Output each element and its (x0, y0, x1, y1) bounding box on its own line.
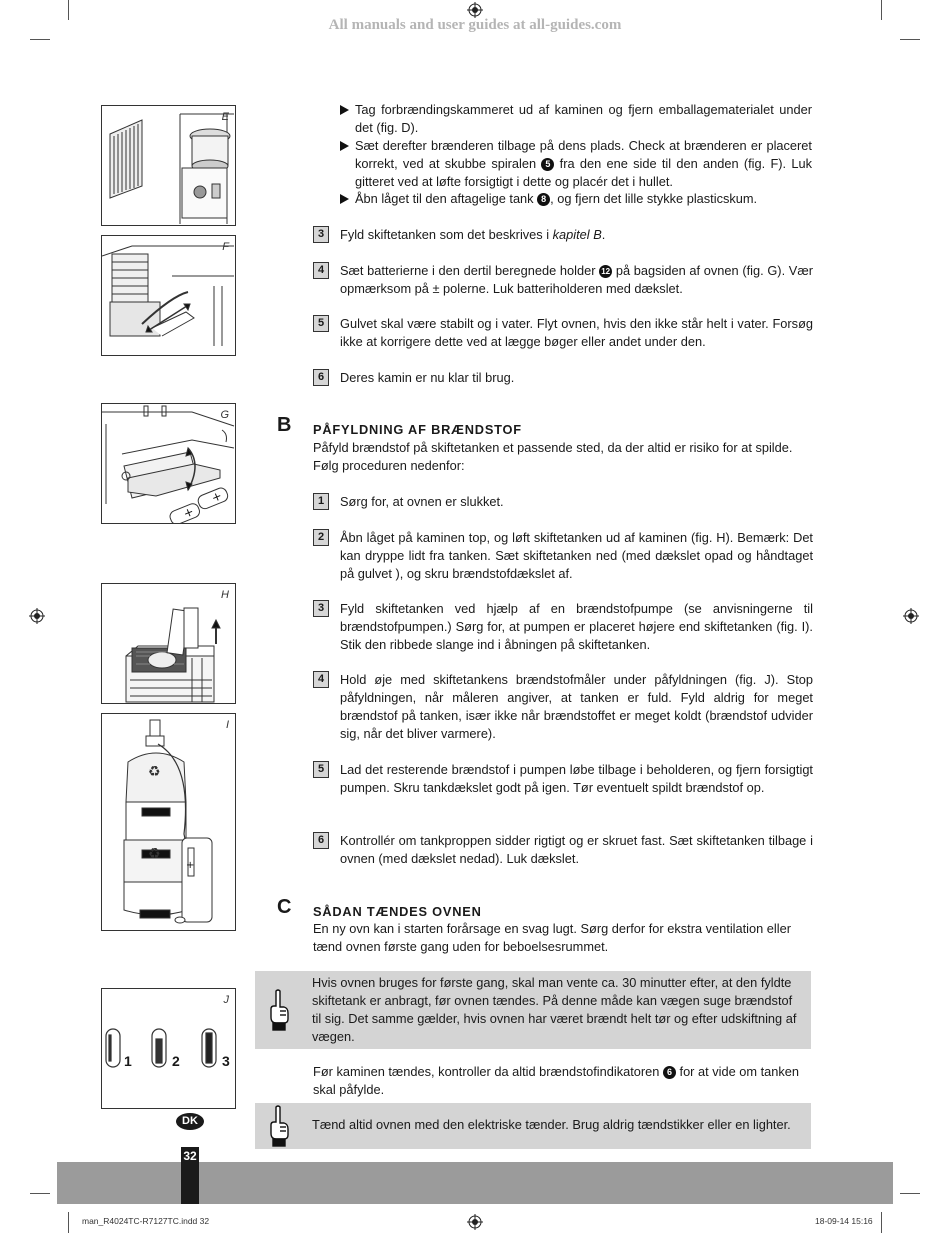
step-number: 3 (313, 226, 329, 243)
part-ref: 8 (537, 193, 550, 206)
svg-text:♻: ♻ (148, 764, 161, 780)
svg-text:+: + (186, 860, 195, 871)
fig-i-pump-icon (102, 714, 235, 930)
step-number: 4 (313, 262, 329, 279)
step-text: Åbn låget på kaminen top, og løft skiftetanken ud af kaminen (fig. H). Bemærk: Det kan dryppe lidt fra tanken. Sæt skiftetanken ned (med dækslet opad og håndtaget på gulvet ), og skru brændstofdækslet af. (340, 530, 813, 581)
language-badge: DK (176, 1113, 204, 1130)
step-text: på bagsiden af ovnen (fig. G). Vær opmærksom på ± polerne. Luk batteriholderen med dækslet. (340, 263, 813, 296)
registration-mark-icon (467, 2, 483, 18)
figure-g (101, 403, 236, 524)
figure-label: H (221, 589, 229, 601)
figure-label: F (222, 241, 229, 253)
step-number: 6 (313, 369, 329, 386)
bullet-text: , og fjern det lille stykke plasticskum. (550, 191, 758, 206)
watermark: All manuals and user guides at all-guides.com (328, 17, 622, 33)
step-number: 5 (313, 761, 329, 778)
step-text: Deres kamin er nu klar til brug. (340, 370, 515, 385)
bullet-text: fra den ene side til den anden (fig. F). Luk gitteret ved at løfte forsigtigt i dette og placér det i hullet. (355, 156, 812, 189)
section-letter: C (277, 896, 292, 918)
figure-e (101, 105, 236, 226)
timestamp-slug: 18-09-14 15:16 (815, 1216, 873, 1226)
step-item (313, 493, 813, 511)
part-ref: 12 (599, 265, 612, 278)
bullet-item (340, 137, 812, 191)
figure-label: J (223, 994, 229, 1006)
gauge-number: 2 (172, 1053, 180, 1069)
figure-j (101, 988, 236, 1109)
file-slug: man_R4024TC-R7127TC.indd 32 (82, 1216, 210, 1226)
registration-mark-icon (903, 608, 919, 624)
step-text: Fyld skiftetanken ved hjælp af en brændstofpumpe (se anvisningerne til brændstofpumpen.) Sørg for, at pumpen er placeret højere end skiftetanken (fig. I). Stik den ribbede slange ind i åbningen på skiftetanken. (340, 601, 813, 652)
pointing-hand-icon (268, 1105, 290, 1147)
gauge-number: 1 (124, 1053, 132, 1069)
fig-h-tank-icon (102, 584, 235, 703)
step-text: Hold øje med skiftetankens brændstofmåler under påfyldningen (fig. J). Stop påfyldningen, når måleren angiver, at tanken er fuld. Fyld aldrig for meget brændstof på tanken, især ikke når brændstoffet er meget koldt (brændstof udvider sig, når det bliver varmere). (340, 672, 813, 741)
triangle-bullet-icon (340, 141, 349, 151)
triangle-bullet-icon (340, 105, 349, 115)
note-box (255, 1103, 811, 1149)
step-text: Kontrollér om tankproppen sidder rigtigt og er skruet fast. Sæt skiftetanken tilbage i ovnen (med dækslet nedad). Luk dækslet. (340, 833, 813, 866)
figure-label: I (225, 719, 229, 731)
figure-label: G (220, 409, 229, 421)
svg-text:+: + (181, 504, 196, 521)
figure-label: E (221, 111, 229, 123)
step-item (313, 369, 813, 387)
step-text: Sørg for, at ovnen er slukket. (340, 494, 504, 509)
note-box (255, 971, 811, 1049)
section-title: PÅFYLDNING AF BRÆNDSTOF (313, 422, 522, 437)
svg-text:♻: ♻ (148, 846, 161, 862)
step-item (313, 262, 813, 298)
figure-i (101, 713, 236, 931)
registration-mark-icon (29, 608, 45, 624)
section-intro: Påfyld brændstof på skiftetanken et passende sted, da der altid er risiko for at spilde. Følg proceduren nedenfor: (313, 440, 793, 473)
step-number: 3 (313, 600, 329, 617)
note-text: Hvis ovnen bruges for første gang, skal man vente ca. 30 minutter efter, at den fyldte skiftetank er anbragt, før ovnen tændes. På denne måde kan vægen suge brændstof til sig. Det samme gælder, hvis ovnen har været brændt helt tør og efter udskiftning af vægen. (312, 975, 797, 1044)
step-item (313, 761, 813, 797)
step-item (313, 832, 813, 868)
fig-j-gauge-icon (102, 989, 235, 1108)
section-letter: B (277, 414, 292, 436)
bullet-text: Sæt derefter brænderen tilbage på dens plads. Check at brænderen er placeret korrekt, ved at skubbe spiralen (355, 138, 812, 171)
bullet-text: Åbn låget til den aftagelige tank (355, 191, 538, 206)
step-number: 5 (313, 315, 329, 332)
section-intro: En ny ovn kan i starten forårsage en svag lugt. Sørg derfor for ekstra ventilation eller tænd ovnen første gang uden for beboelsesrummet. (313, 921, 791, 954)
step-item (313, 529, 813, 583)
fig-e-burner-icon (102, 106, 235, 225)
bullet-item (340, 101, 812, 137)
step-text: Fyld skiftetanken som det beskrives i (340, 227, 553, 242)
figure-f (101, 235, 236, 356)
bullet-item (340, 190, 812, 208)
pointing-hand-icon (268, 989, 290, 1031)
fig-g-battery-icon (102, 404, 235, 523)
fig-f-coil-icon (102, 236, 235, 355)
step-number: 6 (313, 832, 329, 849)
step-text: Lad det resterende brændstof i pumpen løbe tilbage i beholderen, og fjern forsigtigt pumpen. Skru tankdækslet godt på igen. Tør eventuelt spildt brændstof op. (340, 762, 813, 795)
svg-text:+: + (209, 488, 224, 506)
bullet-text: Tag forbrændingskammeret ud af kaminen og fjern emballagematerialet under det (fig. D). (355, 102, 812, 135)
part-ref: 5 (541, 158, 554, 171)
registration-mark-icon (467, 1214, 483, 1230)
paragraph-text: Før kaminen tændes, kontroller da altid brændstofindikatoren (313, 1064, 663, 1079)
note-text: Tænd altid ovnen med den elektriske tænder. Brug aldrig tændstikker eller en lighter. (312, 1117, 791, 1132)
paragraph-text: for at vide om tanken skal påfylde. (313, 1064, 800, 1097)
step-item (313, 600, 813, 654)
triangle-bullet-icon (340, 194, 349, 204)
step-number: 4 (313, 671, 329, 688)
step-text: Sæt batterierne i den dertil beregnede holder (340, 263, 600, 278)
step-number: 2 (313, 529, 329, 546)
step-text: . (601, 227, 606, 242)
step-text-emphasis: kapitel B (552, 227, 602, 242)
figure-h (101, 583, 236, 704)
section-title: SÅDAN TÆNDES OVNEN (313, 904, 482, 919)
page-number: 32 (183, 1149, 197, 1163)
part-ref: 6 (663, 1066, 676, 1079)
step-number: 1 (313, 493, 329, 510)
step-text: Gulvet skal være stabilt og i vater. Flyt ovnen, hvis den ikke står helt i vater. Forsøg ikke at korrigere dette ved at lægge bøger eller andet under den. (340, 316, 813, 349)
step-item (313, 315, 813, 351)
step-item (313, 671, 813, 743)
step-item (313, 226, 813, 244)
gauge-number: 3 (222, 1053, 230, 1069)
